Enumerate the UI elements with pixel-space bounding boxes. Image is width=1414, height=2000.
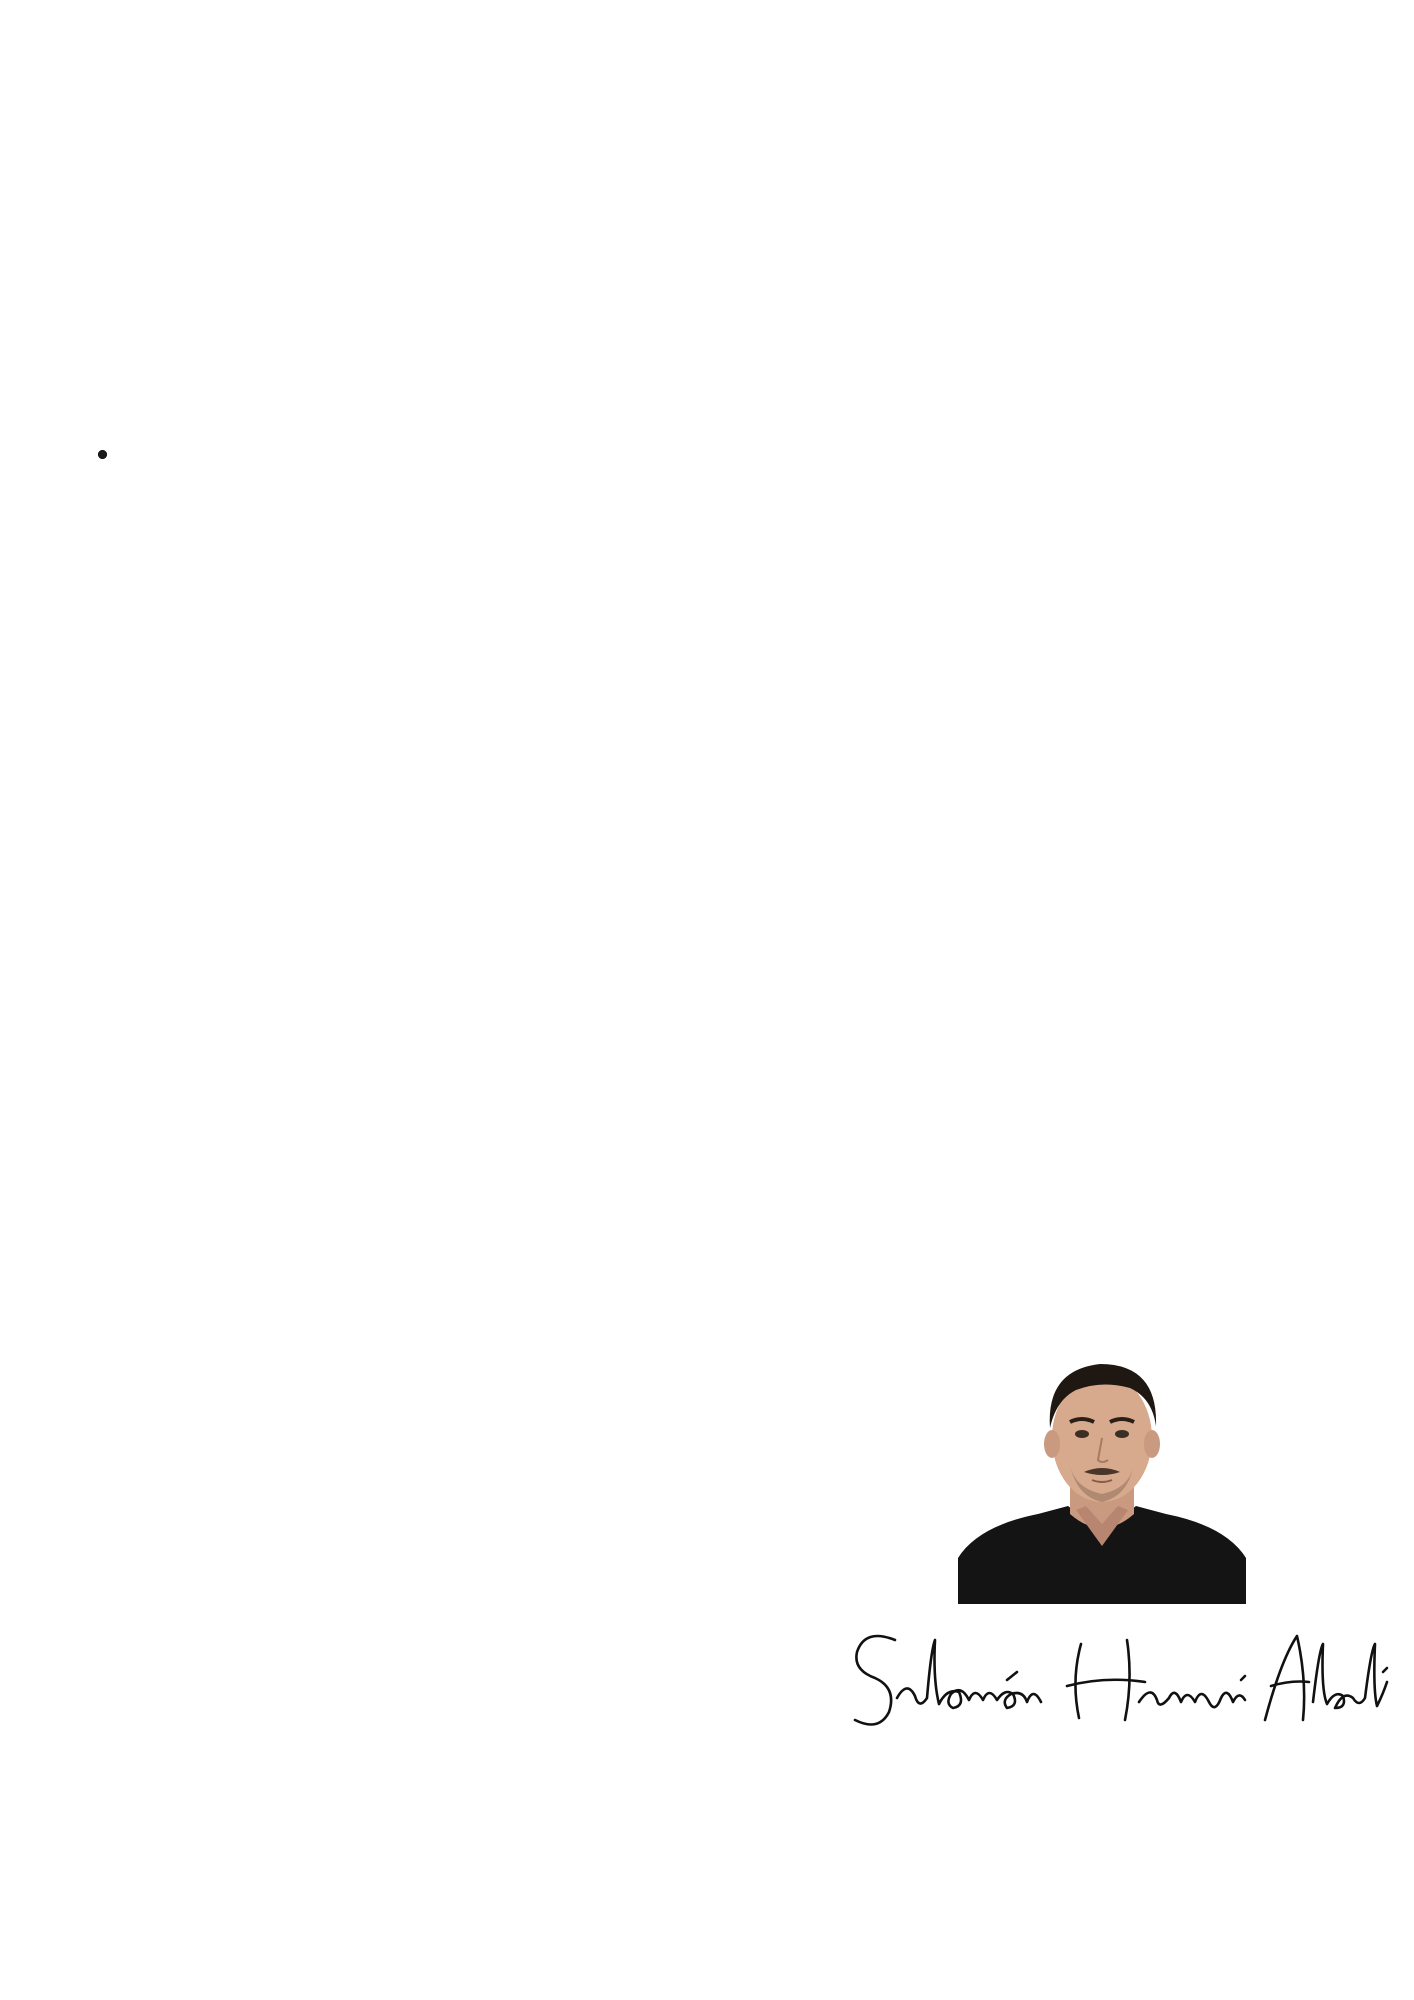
handwritten-signature — [835, 1620, 1395, 1740]
top-wave-decoration — [0, 0, 1414, 320]
ceo-portrait-photo — [958, 1346, 1246, 1604]
bottom-wave-decoration — [0, 1720, 1414, 2000]
